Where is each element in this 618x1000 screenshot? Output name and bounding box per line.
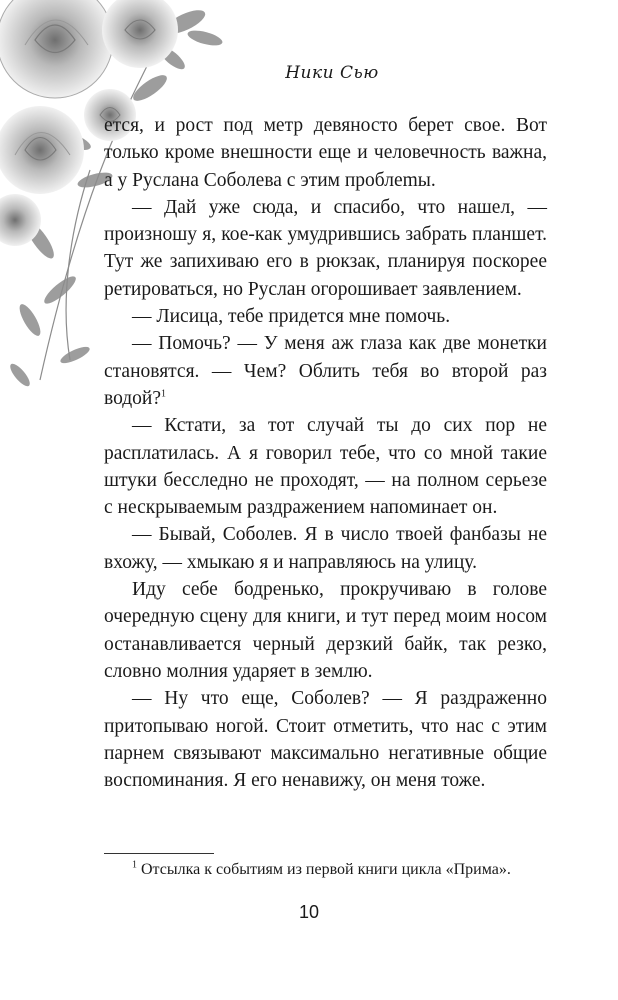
paragraph-3: — Лисица, тебе придется мне помочь.	[132, 306, 451, 328]
footnote-reference[interactable]: 1	[161, 388, 167, 400]
running-header-author: Ники Сью	[285, 63, 379, 83]
footnote	[104, 860, 547, 880]
footnote-divider	[104, 853, 214, 854]
body-text	[104, 112, 547, 794]
paragraph-5: — Кстати, за тот случай ты до сих пор не расплатилась. А я говорил тебе, что со мной такие штуки бесследно не проходят, — на полном серьезе с нескрываемым раздражением напоминает он.	[104, 415, 547, 519]
footnote-text: Отсылка к событиям из первой книги цикла «Прима».	[141, 861, 511, 878]
paragraph-1: ется, и рост под метр девяносто берет свое. Вот только кроме внешности еще и человечность важна, а у Руслана Соболева с этим проблеmы.	[104, 115, 547, 191]
paragraph-8: — Ну что еще, Соболев? — Я раздраженно притопываю ногой. Стоит отметить, что нас с этим парнем связывают максимально негативные общие воспоминания. Я его ненавижу, он меня тоже.	[104, 688, 547, 792]
paragraph-4	[104, 330, 547, 412]
paragraph-6: — Бывай, Соболев. Я в число твоей фанбазы не вхожу, — хмыкаю я и направляюсь на улицу.	[104, 524, 547, 573]
page-number: 10	[298, 902, 320, 922]
footnote-number: 1	[132, 859, 137, 871]
paragraph-7: Иду себе бодренько, прокручиваю в голове очередную сцену для книги, и тут перед моим носом останавливается черный дерзкий байк, так резко, словно молния ударяет в землю.	[104, 579, 547, 682]
paragraph-4-text: — Помочь? — У меня аж глаза как две монетки становятся. — Чем? Облить тебя во второй раз водой?	[104, 333, 547, 409]
paragraph-2: — Дай уже сюда, и спасибо, что нашел, — произношу я, кое-как умудрившись забрать планшет. Тут же запихиваю его в рюкзак, планируя поскорее ретироваться, но Руслан огорошивает заявлением.	[104, 196, 547, 300]
